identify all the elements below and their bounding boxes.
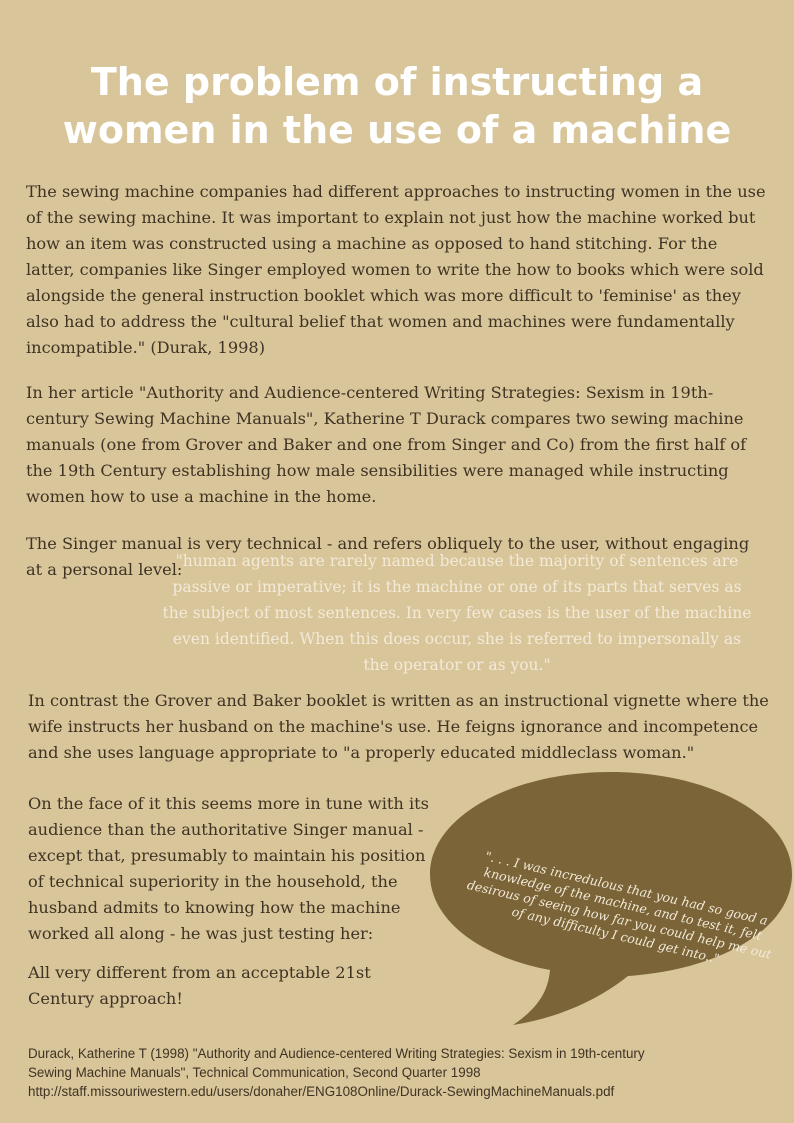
grover-baker-paragraph: In contrast the Grover and Baker booklet is written as an instructional vignette where the wife instructs her husband on the machine's use. He feigns ignorance and incompetence and she uses language appropriate to "a properly educated middleclass woman." — [28, 691, 769, 762]
title-line-1: The problem of instructing a — [90, 60, 704, 104]
singer-quote: "human agents are rarely named because the majority of sentences are passive or imperative; it is the machine or one of its parts that serves as the subject of most sentences. In very few cases is the user of the machine even identified. When this does occur, she is referred to impersonally as the operator or as you." — [162, 552, 752, 674]
conclusion-paragraph: All very different from an acceptable 21st Century approach! — [28, 963, 371, 1008]
title-line-2: women in the use of a machine — [62, 108, 732, 152]
intro-paragraph: The sewing machine companies had different approaches to instructing women in the use of the sewing machine. It was important to explain not just how the machine worked but how an item was constructed using a machine as opposed to hand stitching. For the latter, companies like Singer employed women to write the how to books which were sold alongside the general instruction booklet which was more difficult to 'feminise' as they also had to address the "cultural belief that women and machines were fundamentally incompatible." (Durak, 1998) — [26, 182, 766, 357]
page-title — [0, 58, 794, 154]
reference-line-2: Sewing Machine Manuals", Technical Communication, Second Quarter 1998 — [28, 1065, 481, 1080]
durack-article-paragraph: In her article "Authority and Audience-centered Writing Strategies: Sexism in 19th-century Sewing Machine Manuals", Katherine T Durack compares two sewing machine manuals (one from Grover and Baker and one from Singer and Co) from the first half of the 19th Century establishing how male sensibilities were managed while instructing women how to use a machine in the home. — [26, 383, 747, 506]
reference-citation — [28, 1044, 778, 1101]
face-of-it-paragraph: On the face of it this seems more in tune with its audience than the authoritative Singer manual - except that, presumably to maintain his position of technical superiority in the household, the husband admits to knowing how the machine worked all along - he was just testing her: — [28, 794, 429, 943]
reference-url[interactable]: http://staff.missouriwestern.edu/users/donaher/ENG108Online/Durack-SewingMachineManuals.pdf — [28, 1084, 615, 1099]
reference-line-1: Durack, Katherine T (1998) "Authority and Audience-centered Writing Strategies: Sexism in 19th-century — [28, 1046, 645, 1061]
singer-manual-paragraph: The Singer manual is very technical - and refers obliquely to the user, without engaging at a personal level: — [26, 534, 750, 579]
bubble-quote: ". . . I was incredulous that you had so good a knowledge of the machine, and to test it, felt desirous of seeing how far you could help me out of any difficulty I could get into.." — [465, 848, 773, 967]
